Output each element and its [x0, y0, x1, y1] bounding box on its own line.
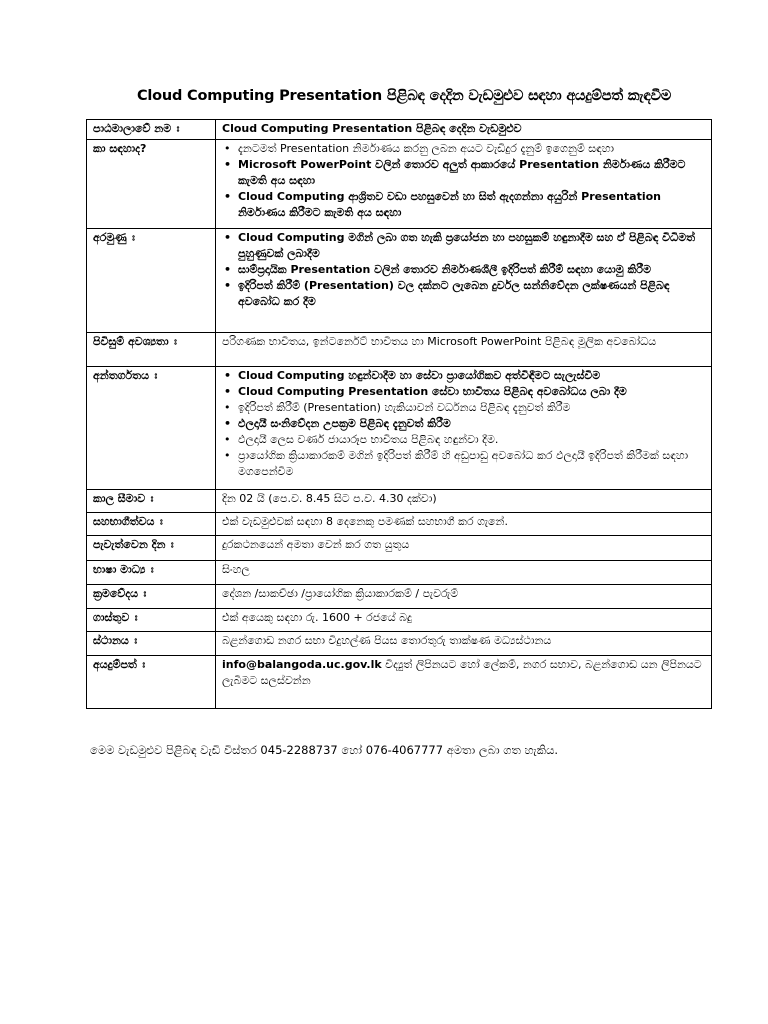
- label-venue: ස්ථානය ඃ: [87, 632, 216, 656]
- value-requirements: පරිගණක භාවිතය, ඉන්ටර්නෙට් භාවිතය හා Microsoft PowerPoint පිළිබඳ මූලික අවබෝධය: [216, 333, 712, 367]
- details-table: [86, 119, 712, 709]
- value-language: සිංහල: [216, 561, 712, 585]
- value-contents: [216, 367, 712, 490]
- row-language: [87, 561, 712, 585]
- value-for-whom: [216, 140, 712, 229]
- label-dates: පැවැත්වෙන දින ඃ: [87, 536, 216, 561]
- label-requirements: පිවිසුම් අවශ්‍යතා ඃ: [87, 333, 216, 367]
- value-participation: එක් වැඩමුළුවක් සඳහා 8 දෙනෙකු පමණක් සහභාගී කර ගැනේ.: [216, 513, 712, 536]
- row-duration: [87, 490, 712, 513]
- list-item: • ඉදිරිපත් කිරීම් (Presentation) වල දක්නට ලැබෙන දුර්වල සන්නිවේදන ලක්ෂණයන් පිළිබඳ අවබෝධ කර දීම: [234, 278, 705, 310]
- row-method: [87, 585, 712, 609]
- list-item: • ප්‍රායෝගික ක්‍රියාකාරකම් මගින් ඉදිරිපත් කිරීම් හි අඩුපාඩු අවබෝධ කර ඵලදායී ඉදිරිපත් කිරීමක් සඳහා මගපෙන්වීම: [234, 448, 705, 480]
- row-participation: [87, 513, 712, 536]
- list-item: • Cloud Computing ආශ්‍රිතව වඩා පහසුවෙන් හා සිත් ඇදගන්නා අයුරින් Presentation නිර්මාණය කිරීමට කැමති අය සඳහා: [234, 189, 705, 221]
- value-method: දේශන /සාකච්ඡා /ප්‍රායෝගික ක්‍රියාකාරකම් / පැවරුම්: [216, 585, 712, 609]
- value-duration: දින 02 යි (පෙ.ව. 8.45 සිට ප.ව. 4.30 දක්වා): [216, 490, 712, 513]
- list-item: • ඵලදායී ලෙස වර්ණ ජායාරූප භාවිතය පිළිබඳ හඳුන්වා දීම.: [234, 432, 705, 448]
- label-language: භාෂා මාධ්‍ය ඃ: [87, 561, 216, 585]
- list-item: • Cloud Computing හඳුන්වාදීම හා සේවා ප්‍රායෝගිකව අත්විඳීමට සැලැස්වීම: [234, 368, 705, 384]
- application-instructions: විද්‍යුත් ලිපිනයට හෝ ලේකම්, නගර සභාව, බළන්ගොඩ යන ලිපිනයට ලැබීමට සලස්වන්න: [222, 658, 702, 687]
- row-requirements: [87, 333, 712, 367]
- label-objectives: අරමුණු ඃ: [87, 229, 216, 333]
- label-contents: අන්තර්ගතය ඃ: [87, 367, 216, 490]
- value-dates: දුරකථනයෙන් අමතා වෙන් කර ගත යුතුය: [216, 536, 712, 561]
- label-duration: කාල සීමාව ඃ: [87, 490, 216, 513]
- label-fee: ගාස්තුව ඃ: [87, 609, 216, 632]
- label-method: ක්‍රමවේදය ඃ: [87, 585, 216, 609]
- row-fee: [87, 609, 712, 632]
- value-course-name: Cloud Computing Presentation පිළිබඳ දෙදින වැඩමුළුව: [216, 120, 712, 140]
- email-address[interactable]: info@balangoda.uc.gov.lk: [222, 658, 382, 671]
- row-course-name: [87, 120, 712, 140]
- row-venue: [87, 632, 712, 656]
- list-item: • ඵලදායී සංනිවේදන උපක්‍රම පිළිබඳ දැනුවත් කිරීම: [234, 416, 705, 432]
- label-application: අයදුම්පත් ඃ: [87, 656, 216, 709]
- label-course-name: පාඨමාලාවේ නම ඃ: [87, 120, 216, 140]
- label-for-whom: කා සඳහාද?: [87, 140, 216, 229]
- list-item: • දැනටමත් Presentation නිර්මාණය කරනු ලබන අයට වැඩිදුර දැනුම් ඉගෙනුම් සඳහා: [234, 141, 705, 157]
- row-contents: [87, 367, 712, 490]
- row-dates: [87, 536, 712, 561]
- row-objectives: [87, 229, 712, 333]
- list-item: • සාම්ප්‍රදායික Presentation වලින් තොරව නිර්මාණශීලී ඉදිරිපත් කිරීම් සඳහා යොමු කිරීම: [234, 262, 705, 278]
- row-for-whom: [87, 140, 712, 229]
- footer-contact-note: මෙම වැඩමුළුව පිළිබඳ වැඩි විස්තර 045-2288737 හෝ 076-4067777 අමතා ලබා ගත හැකිය.: [90, 743, 558, 757]
- list-item: • ඉදිරිපත් කිරීම් (Presentation) හැකියාවන් වර්ධනය පිළිබඳ දැනුවත් කිරීම: [234, 400, 705, 416]
- value-application: [216, 656, 712, 709]
- label-participation: සහභාගීත්වය ඃ: [87, 513, 216, 536]
- row-application: [87, 656, 712, 709]
- value-fee: එක් අයෙකු සඳහා රු. 1600 + රජයේ බදු: [216, 609, 712, 632]
- objectives-list: [222, 230, 705, 310]
- contents-list: [222, 368, 705, 480]
- value-venue: බළන්ගොඩ නගර සභා විදුහල්ණ පියස තොරතුරු තාක්ෂණ මධ්‍යස්ථානය: [216, 632, 712, 656]
- list-item: • Cloud Computing මගින් ලබා ගත හැකි ප්‍රයෝජන හා පහසුකම් හඳුනාදීම සහ ඒ පිළිබඳ විධිමත් පුහුණුවක් ලබාදීම: [234, 230, 705, 262]
- value-objectives: [216, 229, 712, 333]
- list-item: • Cloud Computing Presentation සේවා භාවිතය පිළිබඳ අවබෝධය ලබා දීම: [234, 384, 705, 400]
- page-title: Cloud Computing Presentation පිළිබඳ දෙදින වැඩමුළුව සඳහා අයදුම්පත් කැඳවීම: [136, 88, 672, 104]
- for-whom-list: [222, 141, 705, 221]
- list-item: • Microsoft PowerPoint වලින් තොරව අලුත් ආකාරයේ Presentation නිර්මාණය කිරීමට කැමති අය සඳහා: [234, 157, 705, 189]
